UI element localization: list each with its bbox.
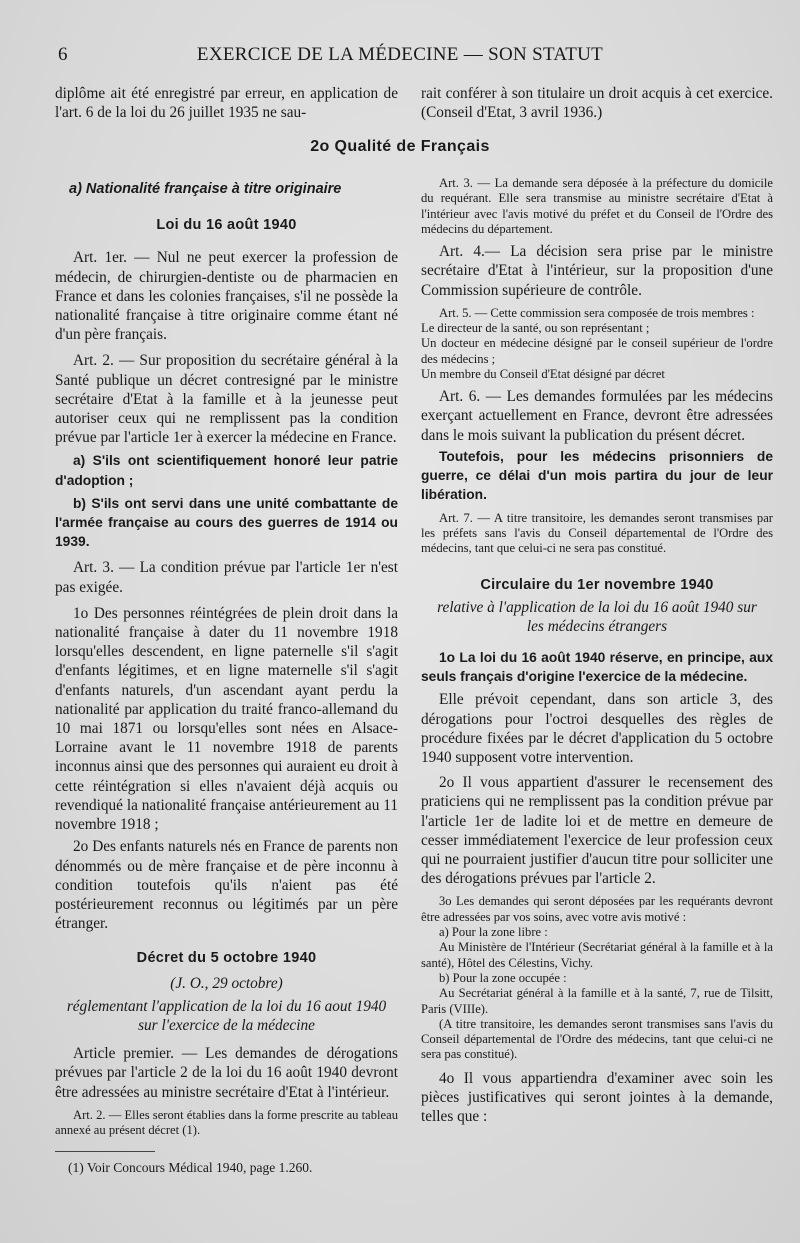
circular-point-3-b: b) Pour la zone occupée :: [439, 970, 567, 985]
article-2-b: b) S'ils ont servi dans une unité combattante de l'armée française au cours des guerres de 1914 ou 1939.: [55, 495, 398, 550]
decree-article-6: Art. 6. — Les demandes formulées par les médecins exerçant actuellement en France, devront être adressées dans le mois suivant la publication du présent décret.: [421, 388, 773, 444]
decree-article-7: Art. 7. — A titre transitoire, les demandes seront transmises par les préfets sans l'avis du Conseil départemental de l'Ordre des médecins, tant que celui-ci ne sera pas constitué.: [421, 510, 773, 556]
decree-article-2: Art. 2. — Elles seront établies dans la forme prescrite au tableau annexé au présent décret (1).: [55, 1107, 398, 1138]
left-column: [55, 180, 398, 1138]
footnote-rule: [55, 1151, 155, 1152]
decree-article-5: Art. 5. — Cette commission sera composée de trois membres :: [439, 305, 755, 320]
article-premier: Article premier. — Les demandes de dérogations prévues par l'article 2 de la loi du 16 août 1940 devront être adressées au ministre secrétaire d'Etat à l'intérieur.: [55, 1045, 398, 1101]
paragraph: rait conférer à son titulaire un droit acquis à cet exercice. (Conseil d'Etat, 3 avril 1936.): [421, 85, 773, 122]
circular-point-3: 3o Les demandes qui seront déposées par les requérants devront être adressées par vos soins, avec votre avis motivé :: [421, 894, 773, 924]
decree-article-3: Art. 3. — La demande sera déposée à la préfecture du domicile du requérant. Elle sera transmise au ministre secrétaire d'Etat à l'intérieur avec l'avis motivé du préfet et du Conseil de l'Ordre des médecins du département.: [421, 176, 773, 236]
decree-jo: (J. O., 29 octobre): [170, 974, 283, 992]
paragraph-2: 2o Des enfants naturels nés en France de parents non dénommés ou de mère française et de père inconnu à condition toutefois qu'ils n'aient pas été postérieurement reconnus ou légitimés par un père étranger.: [55, 838, 398, 933]
circular-point-3-a: a) Pour la zone libre :: [439, 925, 548, 940]
decree-article-4: Art. 4.— La décision sera prise par le ministre secrétaire d'Etat à l'intérieur, sur la proposition d'une Commission supérieure de contrôle.: [421, 243, 773, 299]
circular-point-1-b: Elle prévoit cependant, dans son article 3, des dérogations pour l'octroi desquelles des règles de procédure fixées par le décret d'application du 5 octobre 1940 supposent votre intervention.: [421, 691, 773, 767]
circular-point-2: 2o Il vous appartient d'assurer le recensement des praticiens qui ne remplissent pas la condition prévue par l'article 1er de ladite loi et de mettre en demeure de cesser immédiatement l'exercice de leur profession ceux qui ne pourraient justifier d'aucun titre pour solliciter une des dérogations prévues par l'article 2.: [421, 774, 773, 888]
article-5-member-2: Un docteur en médecine désigné par le conseil supérieur de l'ordre des médecins ;: [421, 336, 773, 366]
running-header: [0, 44, 800, 68]
circular-point-3-a-text: Au Ministère de l'Intérieur (Secrétariat général à la famille et à la santé), Hôtel des Célestins, Vichy.: [421, 940, 773, 970]
circular-point-1: 1o La loi du 16 août 1940 réserve, en principe, aux seuls français d'origine l'exercice de la médecine.: [421, 650, 773, 685]
paragraph: diplôme ait été enregistré par erreur, en application de l'art. 6 de la loi du 26 juillet 1935 ne sau-: [55, 85, 398, 122]
article-2: Art. 2. — Sur proposition du secrétaire général à la Santé publique un décret contresigné par le ministre secrétaire d'Etat à la famille et à la jeunesse peut autoriser ceux qui ne remplissent pas la condition prévue par l'article 1er à exercer la médecine en France.: [55, 352, 398, 447]
law-title: Loi du 16 août 1940: [156, 217, 297, 234]
article-5-member-3: Un membre du Conseil d'Etat désigné par décret: [421, 366, 665, 381]
article-1: Art. 1er. — Nul ne peut exercer la profession de médecin, de chirurgien-dentiste ou de pharmacien en France et dans les colonies françaises, s'il ne possède la nationalité française à titre originaire comme étant né d'un père français.: [55, 249, 398, 344]
page-number: 6: [58, 44, 68, 65]
circular-title: Circulaire du 1er novembre 1940: [480, 577, 714, 594]
decree-title: Décret du 5 octobre 1940: [136, 950, 317, 967]
footnote: (1) Voir Concours Médical 1940, page 1.260.: [68, 1160, 313, 1175]
circular-point-3-c: (A titre transitoire, les demandes seront transmises sans l'avis du Conseil départemental de l'Ordre des médecins, tant que celui-ci ne sera pas constitué).: [421, 1016, 773, 1062]
decree-subtitle: réglementant l'application de la loi du 16 aout 1940 sur l'exercice de la médecine: [66, 997, 387, 1034]
circular-subtitle: relative à l'application de la loi du 16 août 1940 sur les médecins étrangers: [437, 598, 757, 635]
section-title: 2o Qualité de Français: [310, 138, 490, 155]
paragraph-1: 1o Des personnes réintégrées de plein droit dans la nationalité française à dater du 11 novembre 1918 lorsqu'elles descendent, en ligne paternelle s'il s'agit d'enfants légitimes, et en ligne maternelle s'il s'agit d'enfants naturels, d'un ascendant ayant perdu la nationalité par application du traité franco-allemand du 10 mai 1871 ou lorsqu'elles sont nées en Alsace-Lorraine avant le 11 novembre 1918 de parents inconnus ainsi que des personnes qui auraient eu droit à cette réintégration si elles n'avaient déjà acquis ou revendiqué la nationalité française antérieurement au 11 novembre 1918 ;: [55, 604, 398, 834]
decree-article-6-b: Toutefois, pour les médecins prisonniers de guerre, ce délai d'un mois partira du jour de leur libération.: [421, 448, 773, 503]
left-top-continuation: [55, 84, 398, 122]
right-column: [421, 176, 773, 1126]
article-2-a: a) S'ils ont scientifiquement honoré leur patrie d'adoption ;: [55, 453, 398, 488]
circular-point-4: 4o Il vous appartiendra d'examiner avec soin les pièces justificatives qui seront jointes à la demande, telles que :: [421, 1069, 773, 1126]
circular-point-3-b-text: Au Secrétariat général à la famille et à la santé, 7, rue de Tilsitt, Paris (VIIIe).: [421, 986, 773, 1016]
article-5-member-1: Le directeur de la santé, ou son représentant ;: [421, 321, 650, 336]
article-3: Art. 3. — La condition prévue par l'article 1er n'est pas exigée.: [55, 559, 398, 596]
subsection-heading: a) Nationalité française à titre originaire: [69, 181, 342, 197]
right-top-continuation: [421, 84, 773, 122]
running-title: EXERCICE DE LA MÉDECINE — SON STATUT: [196, 44, 604, 65]
